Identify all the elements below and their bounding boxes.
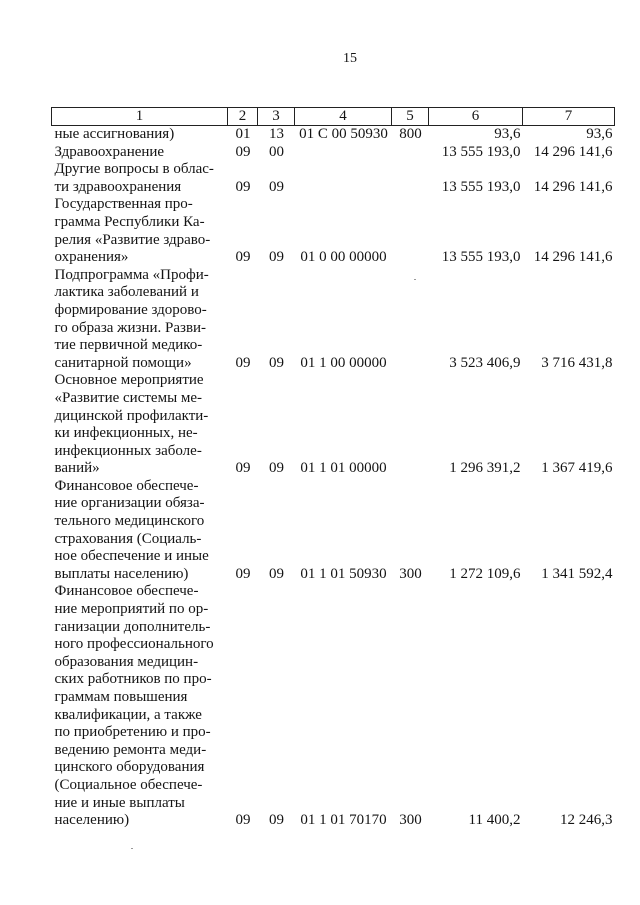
section-code-cell: 01 [235, 126, 251, 142]
expense-type-cell [392, 267, 429, 373]
column-header-1: 1 [52, 108, 228, 126]
section-code-cell: 09 [235, 249, 251, 266]
subsection-code-cell: 13 [269, 126, 284, 142]
section-code-cell: 09 [235, 565, 251, 582]
row-name-cell: Финансовое обеспече- ние организации обяза- тельного медицинского страхования (Социаль- ное обеспечение и иные выплаты населению) [54, 477, 209, 582]
table-row [52, 267, 615, 373]
amount-year2-cell: 1 341 592,4 [541, 565, 613, 582]
amount-year1-cell: 3 523 406,9 [449, 354, 521, 371]
row-name-cell: Основное мероприятие «Развитие системы ме- дицинской профилакти- ки инфекционных, не- инфекционных заболе- ваний» [54, 372, 209, 477]
subsection-code-cell: 09 [269, 812, 284, 829]
amount-year2-cell: 1 367 419,6 [541, 460, 613, 477]
amount-year1-cell: 13 555 193,0 [441, 143, 521, 160]
budget-table [51, 107, 615, 830]
amount-year2-cell: 12 246,3 [560, 812, 613, 829]
amount-year2-cell: 93,6 [586, 126, 613, 142]
target-article-cell: 01 0 00 00000 [300, 249, 387, 266]
table-row [52, 126, 615, 144]
scan-speck [414, 279, 416, 280]
scan-speck [131, 848, 133, 849]
row-name-cell: Подпрограмма «Профи- лактика заболеваний и формирование здорово- го образа жизни. Разви- тие первичной медико- санитарной помощи» [54, 266, 209, 371]
column-header-2: 2 [228, 108, 258, 126]
amount-year1-cell: 13 555 193,0 [441, 178, 521, 195]
row-name-cell: ные ассигнования) [54, 126, 175, 142]
target-article-cell: 01 С 00 50930 [299, 126, 388, 142]
expense-type-cell [392, 144, 429, 162]
expense-type-cell [392, 196, 429, 266]
column-header-3: 3 [258, 108, 295, 126]
subsection-code-cell: 09 [269, 178, 284, 195]
expense-type-cell [392, 161, 429, 196]
expense-type-cell: 300 [399, 565, 422, 582]
amount-year1-cell: 93,6 [494, 126, 521, 142]
column-header-5: 5 [392, 108, 429, 126]
section-code-cell: 09 [235, 812, 251, 829]
section-code-cell: 09 [235, 178, 251, 195]
table-row [52, 144, 615, 162]
target-article-cell [295, 161, 392, 196]
table-row [52, 161, 615, 196]
subsection-code-cell: 09 [269, 460, 284, 477]
expense-type-cell: 300 [399, 812, 422, 829]
target-article-cell: 01 1 01 00000 [300, 460, 387, 477]
amount-year1-cell: 11 400,2 [468, 812, 521, 829]
subsection-code-cell: 09 [269, 565, 284, 582]
table-row [52, 372, 615, 478]
table-row [52, 196, 615, 266]
row-name-cell: Государственная про- грамма Республики Ка- релия «Развитие здраво- охранения» [54, 196, 211, 266]
subsection-code-cell: 09 [269, 249, 284, 266]
target-article-cell: 01 1 01 50930 [300, 565, 387, 582]
column-header-6: 6 [429, 108, 523, 126]
amount-year2-cell: 14 296 141,6 [533, 249, 613, 266]
target-article-cell: 01 1 00 00000 [300, 354, 387, 371]
expense-type-cell [392, 372, 429, 478]
row-name-cell: Финансовое обеспече- ние мероприятий по ор- ганизации дополнитель- ного профессионального образования медицин- ских работников по про- граммам повышения квалификации, а также по приобретению и про- ведению ремонта меди- цинского оборудования (Социальное обеспече- ние и иные выплаты населению) [54, 583, 214, 829]
amount-year2-cell: 3 716 431,8 [541, 354, 613, 371]
table-row [52, 478, 615, 584]
amount-year1-cell: 1 296 391,2 [449, 460, 521, 477]
section-code-cell: 09 [235, 143, 251, 160]
target-article-cell: 01 1 01 70170 [300, 812, 387, 829]
target-article-cell [295, 144, 392, 162]
table-header-row [52, 108, 615, 126]
row-name-cell: Здравоохранение [54, 143, 165, 160]
subsection-code-cell: 09 [269, 354, 284, 371]
amount-year1-cell: 1 272 109,6 [449, 565, 521, 582]
table-row [52, 583, 615, 829]
expense-type-cell: 800 [399, 126, 422, 142]
amount-year2-cell: 14 296 141,6 [533, 178, 613, 195]
row-name-cell: Другие вопросы в облас- ти здравоохранения [54, 161, 214, 195]
section-code-cell: 09 [235, 460, 251, 477]
section-code-cell: 09 [235, 354, 251, 371]
column-header-7: 7 [523, 108, 615, 126]
subsection-code-cell: 00 [269, 143, 284, 160]
amount-year2-cell: 14 296 141,6 [533, 143, 613, 160]
page-number: 15 [343, 51, 357, 66]
column-header-4: 4 [295, 108, 392, 126]
amount-year1-cell: 13 555 193,0 [441, 249, 521, 266]
